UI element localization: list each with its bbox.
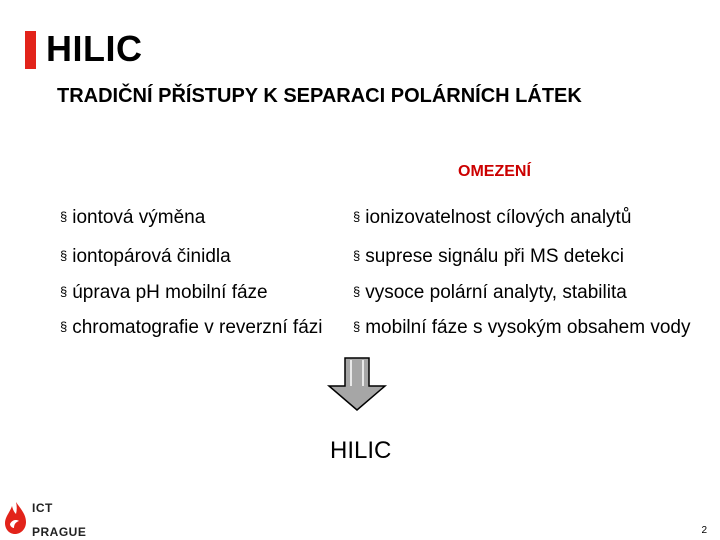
limitation-text: mobilní fáze s vysokým obsahem vody [365, 317, 691, 338]
limitation-item [353, 244, 624, 269]
bullet: § [353, 284, 361, 299]
limitation-text: ionizovatelnost cílových analytů [365, 207, 632, 228]
approach-item [60, 315, 323, 340]
limitation-text: vysoce polární analyty, stabilita [365, 282, 627, 303]
slide-title: HILIC [46, 28, 143, 69]
bullet: § [60, 284, 68, 299]
logo-text [32, 502, 86, 538]
bullet: § [60, 209, 68, 224]
approach-text: úprava pH mobilní fáze [72, 282, 268, 303]
limitation-text: suprese signálu při MS detekci [365, 246, 624, 267]
approach-item [60, 280, 268, 305]
result-label: HILIC [330, 437, 392, 464]
limitation-item [353, 205, 631, 230]
ict-prague-logo-icon [2, 500, 30, 536]
approach-item [60, 244, 231, 269]
approach-text: iontopárová činidla [72, 246, 231, 267]
approach-text: iontová výměna [72, 207, 206, 228]
approach-item [60, 205, 205, 230]
bullet: § [60, 248, 68, 263]
limits-heading: OMEZENÍ [458, 163, 531, 180]
title-accent-bar [25, 31, 36, 69]
limitation-item [353, 280, 627, 305]
slide-subtitle: TRADIČNÍ PŘÍSTUPY K SEPARACI POLÁRNÍCH LÁTEK [57, 85, 582, 107]
limitation-item [353, 315, 690, 340]
bullet: § [353, 248, 361, 263]
logo-line-ict: ICT [32, 501, 53, 515]
bullet: § [353, 209, 361, 224]
bullet: § [353, 319, 361, 334]
down-arrow-icon [325, 356, 389, 412]
bullet: § [60, 319, 68, 334]
logo-line-prague: PRAGUE [32, 525, 87, 539]
page-number: 2 [701, 525, 707, 536]
approach-text: chromatografie v reverzní fázi [72, 317, 323, 338]
